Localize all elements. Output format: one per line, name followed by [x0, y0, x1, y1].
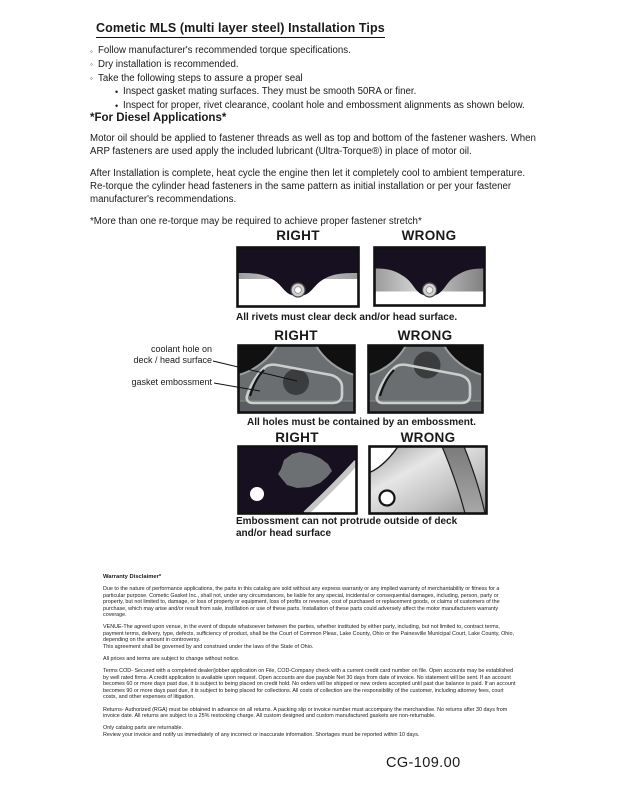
- diagram-caption: All rivets must clear deck and/or head surface.: [236, 312, 458, 323]
- sub-list-item: [115, 99, 535, 113]
- panel-label-wrong: WRONG: [401, 228, 457, 243]
- panel-label-right: RIGHT: [274, 328, 318, 343]
- prices-paragraph: All prices and terms are subject to change without notice.: [103, 656, 240, 663]
- rivet-wrong-diagram: [373, 246, 486, 307]
- protrude-wrong-diagram: [368, 445, 488, 515]
- terms-paragraph: Terms COD- Secured with a completed dealer/jobber application on File, COD-Company check with a current credit card number on file. Open accounts may be established by well rated firms. A credit application is available upon request. Open accounts are due payable Net 30 days from date of invoice. No statement will be sent. If an account becomes 60 or more days past due, it is subject to being placed on credit hold. No orders will be shipped or new orders accepted until past due balance is paid. If an account becomes 90 or more days past due, it is subject to being placed for collections. All costs of collection are the responsibility of the customer, including attorney fees, court costs, and other expenses of litigation.: [103, 668, 516, 701]
- diagram-caption: All holes must be contained by an embossment.: [247, 417, 476, 428]
- returns-paragraph: Returns- Authorized (RGA) must be obtained in advance on all returns. A packing slip or invoice number must accompany the merchandise. No returns after 30 days from invoice date. All returns are subject to a 25% restocking charge. All custom designed and custom manufactured gaskets are non-returnable.: [103, 706, 508, 719]
- tip-text: Dry installation is recommended.: [98, 58, 239, 70]
- warranty-disclaimer-section: [103, 574, 516, 738]
- dot-bullet-icon: •: [115, 100, 119, 111]
- panel-label-right: RIGHT: [275, 430, 319, 445]
- rivet-right-diagram: [236, 246, 360, 308]
- diesel-heading: *For Diesel Applications*: [90, 112, 227, 124]
- circle-bullet-icon: ◦: [90, 60, 93, 70]
- tip-text: Inspect for proper, rivet clearance, coolant hole and embossment alignments as shown below.: [123, 100, 525, 112]
- warranty-paragraph: Due to the nature of performance applications, the parts in this catalog are sold without any express warranty or any implied warranty of merchantability or fitness for a particular purpose. Cometic Gasket Inc., shall not, under any circumstances, be liable for any special, incidental or consequential damages, including, person, party or property, but not limited to, damage, or loss of property or equipment, loss of profits or revenue, cost of purchased or replacement goods, or claims of customers of the purchase, which may arise and/or result from sale, instillation or use of these parts. Installation of these parts could adversely affect the motor manufacturers warranty coverage.: [103, 586, 500, 619]
- page-title: Cometic MLS (multi layer steel) Installation Tips: [96, 21, 385, 38]
- tip-text: Inspect gasket mating surfaces. They must be smooth 50RA or finer.: [123, 86, 417, 98]
- installation-tips-list: [90, 44, 535, 113]
- governed-paragraph: This agreement shall be governed by and construed under the laws of the State of Ohio.: [103, 643, 314, 650]
- venue-paragraph: VENUE-The agreed upon venue, in the event of dispute whatsoever between the parties, whether instituted by either party, including, but not limited to, contract terms, payment terms, delivery, type, defects, sufficiency of product, shall be the Court of Common Pleas, Lake County, Ohio or the Painesville Municipal Court, Lake County, Ohio, depending on the amount in controversy.: [103, 624, 514, 644]
- list-item: [90, 44, 535, 58]
- review-paragraph: Review your invoice and notify us immediately of any incorrect or inaccurate information. Shortages must be reported within 10 days.: [103, 731, 420, 738]
- tip-text: Follow manufacturer's recommended torque specifications.: [98, 45, 351, 56]
- coolant-hole-label: coolant hole on deck / head surface: [133, 344, 212, 365]
- protrude-right-diagram: [237, 445, 358, 515]
- warranty-heading: Warranty Disclaimer*: [103, 574, 162, 580]
- diagram-caption: Embossment can not protrude outside of deck and/or head surface: [236, 516, 458, 539]
- catalog-paragraph: Only catalog parts are returnable.: [103, 725, 184, 732]
- page-number: CG-109.00: [386, 755, 461, 771]
- panel-label-wrong: WRONG: [400, 430, 456, 445]
- tip-text: Take the following steps to assure a proper seal: [98, 72, 303, 84]
- diesel-paragraph: *More than one re-torque may be required to achieve proper fastener stretch*: [90, 216, 422, 227]
- list-item: [90, 72, 535, 86]
- diesel-paragraph: After Installation is complete, heat cycle the engine then let it completely cool to ambient temperature. Re-torque the cylinder head fasteners in the same pattern as initial installation or per your fastener manufacturer's recommendations.: [90, 168, 526, 205]
- dot-bullet-icon: •: [115, 86, 119, 97]
- leader-lines: [210, 356, 305, 398]
- sub-list-item: [115, 85, 535, 99]
- gasket-embossment-label: gasket embossment: [131, 377, 212, 387]
- panel-label-wrong: WRONG: [397, 328, 453, 343]
- list-item: [90, 58, 535, 72]
- circle-bullet-icon: ◦: [90, 74, 93, 84]
- diesel-applications-section: [90, 112, 542, 237]
- panel-label-right: RIGHT: [276, 228, 320, 243]
- diesel-paragraph: Motor oil should be applied to fastener threads as well as top and bottom of the fastener washers. When ARP fasteners are used apply the included lubricant (Ultra-Torque®) in place of motor oil.: [90, 133, 536, 157]
- embossment-wrong-diagram: [367, 344, 484, 414]
- circle-bullet-icon: ◦: [90, 46, 93, 56]
